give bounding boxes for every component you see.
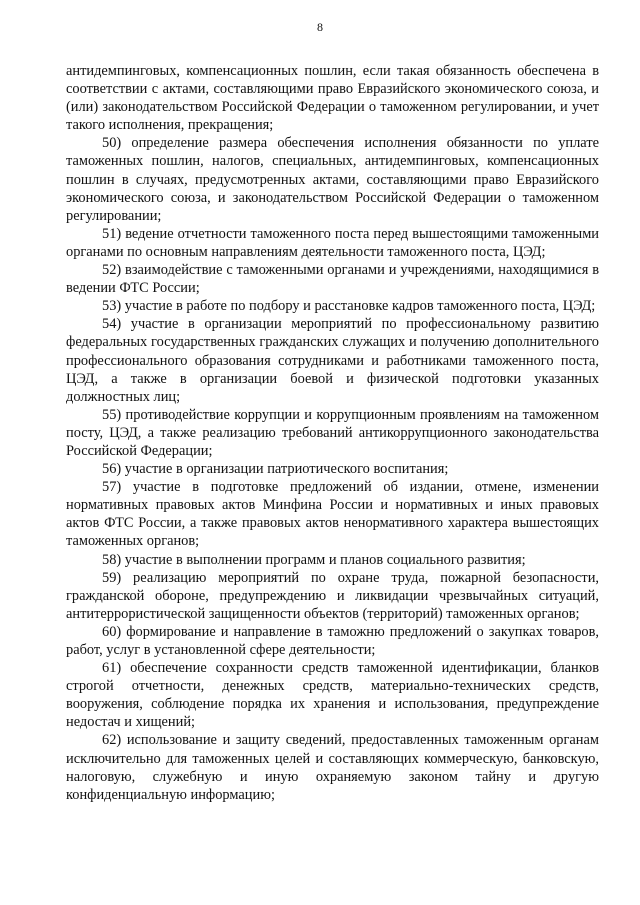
paragraph-54: 54) участие в организации мероприятий по профессиональному развитию федеральных государственных гражданских служащих и получению дополнительного профессионального образования сотрудниками и работниками таможенного поста, ЦЭД, а также в организации боевой и физической подготовки указанных должностных лиц;: [66, 316, 599, 405]
paragraph-49-continuation: антидемпинговых, компенсационных пошлин, если такая обязанность обеспечена в соответствии с актами, составляющими право Евразийского экономического союза, и (или) законодательством Российской Федерации о таможенном регулировании, и учет такого исполнения, прекращения;: [66, 63, 599, 134]
paragraph-50: 50) определение размера обеспечения исполнения обязанности по уплате таможенных пошлин, налогов, специальных, антидемпинговых, компенсационных пошлин в случаях, предусмотренных актами, составляющими право Евразийского экономического союза, и законодательством Российской Федерации о таможенном регулировании;: [66, 135, 599, 224]
paragraph-52: 52) взаимодействие с таможенными органами и учреждениями, находящимися в ведении ФТС России;: [66, 262, 599, 297]
paragraph-59: 59) реализацию мероприятий по охране труда, пожарной безопасности, гражданской обороне, предупреждению и ликвидации чрезвычайных ситуаций, антитеррористической защищенности объектов (территорий) таможенных органов;: [66, 569, 599, 622]
document-body: [66, 62, 599, 804]
paragraph-53: 53) участие в работе по подбору и расстановке кадров таможенного поста, ЦЭД;: [102, 298, 596, 315]
paragraph-51: 51) ведение отчетности таможенного поста перед вышестоящими таможенными органами по основным направлениям деятельности таможенного поста, ЦЭД;: [66, 225, 599, 260]
paragraph-61: 61) обеспечение сохранности средств таможенной идентификации, бланков строгой отчетности, денежных средств, материально-технических средств, вооружения, соблюдение порядка их хранения и использования, предупреждение недостач и хищений;: [66, 660, 599, 731]
page-number: 8: [317, 20, 323, 34]
paragraph-58: 58) участие в выполнении программ и планов социального развития;: [102, 551, 526, 568]
paragraph-57: 57) участие в подготовке предложений об издании, отмене, изменении нормативных правовых актов Минфина России и нормативных и иных правовых актов ФТС России, а также правовых актов ненормативного характера вышестоящих таможенных органов;: [66, 479, 599, 550]
paragraph-55: 55) противодействие коррупции и коррупционным проявлениям на таможенном посту, ЦЭД, а также реализацию требований антикоррупционного законодательства Российской Федерации;: [66, 406, 599, 459]
paragraph-60: 60) формирование и направление в таможню предложений о закупках товаров, работ, услуг в установленной сфере деятельности;: [66, 623, 599, 658]
paragraph-62: 62) использование и защиту сведений, предоставленных таможенным органам исключительно для таможенных целей и составляющих коммерческую, банковскую, налоговую, служебную и иную охраняемую законом тайну и другую конфиденциальную информацию;: [66, 732, 599, 803]
paragraph-56: 56) участие в организации патриотического воспитания;: [102, 461, 449, 478]
